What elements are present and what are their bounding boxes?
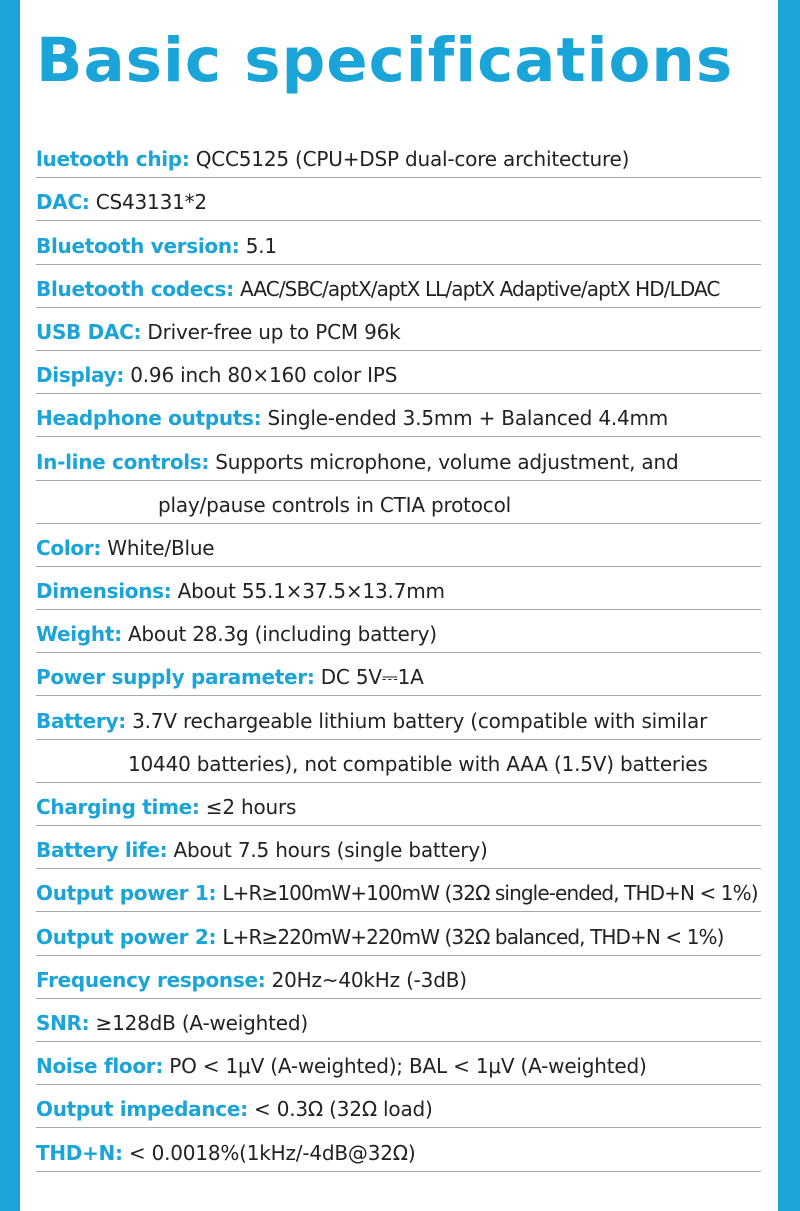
spec-row-dimensions (36, 567, 761, 610)
spec-label: Color: (36, 535, 102, 560)
spec-row-inline-controls-continued (36, 481, 761, 524)
spec-label: THD+N: (36, 1140, 123, 1165)
spec-value: 20Hz~40kHz (-3dB) (271, 967, 467, 992)
spec-row-output-power-1 (36, 869, 761, 912)
spec-label: DAC: (36, 190, 90, 215)
spec-value: QCC5125 (CPU+DSP dual-core architecture) (195, 147, 630, 172)
spec-value: ≥128dB (A-weighted) (95, 1010, 308, 1035)
spec-value-continuation: 10440 batteries), not compatible with AAA (1.5V) batteries (128, 751, 708, 776)
spec-row-color (36, 524, 761, 567)
spec-row-usb-dac (36, 308, 761, 351)
spec-value: PO < 1μV (A-weighted); BAL < 1μV (A-weighted) (169, 1054, 647, 1079)
spec-value: L+R≥220mW+220mW (32Ω balanced, THD+N < 1%) (222, 924, 724, 949)
spec-value: L+R≥100mW+100mW (32Ω single-ended, THD+N < 1%) (222, 881, 758, 906)
spec-value: 3.7V rechargeable lithium battery (compatible with similar (132, 708, 708, 733)
spec-row-bluetooth-codecs (36, 265, 761, 308)
spec-value: White/Blue (107, 535, 215, 560)
spec-label: Battery life: (36, 838, 168, 863)
spec-value: ≤2 hours (205, 795, 297, 819)
spec-label: Output power 1: (36, 881, 217, 906)
spec-label: Bluetooth codecs: (36, 276, 234, 301)
spec-value: About 7.5 hours (single battery) (173, 838, 488, 863)
spec-value: < 0.3Ω (32Ω load) (254, 1097, 433, 1122)
spec-value: < 0.0018%(1kHz/-4dB@32Ω) (128, 1140, 416, 1165)
spec-row-inline-controls (36, 437, 761, 480)
spec-value: AAC/SBC/aptX/aptX LL/aptX Adaptive/aptX HD/LDAC (240, 276, 720, 301)
spec-row-frequency-response (36, 956, 761, 999)
spec-row-headphone-outputs (36, 394, 761, 437)
spec-label: Output power 2: (36, 924, 217, 949)
spec-row-snr (36, 999, 761, 1042)
spec-label: Display: (36, 363, 125, 388)
spec-row-noise-floor (36, 1042, 761, 1085)
spec-value: 5.1 (245, 233, 277, 258)
spec-label: SNR: (36, 1010, 90, 1035)
spec-label: USB DAC: (36, 319, 142, 344)
left-accent-bar (0, 0, 20, 1211)
spec-label: Headphone outputs: (36, 406, 262, 431)
spec-label: Noise floor: (36, 1054, 164, 1079)
spec-row-battery-life (36, 826, 761, 869)
spec-row-bluetooth-version (36, 221, 761, 264)
spec-value: Driver-free up to PCM 96k (147, 319, 401, 344)
spec-value: CS43131*2 (95, 190, 207, 215)
spec-value: About 28.3g (including battery) (127, 622, 437, 647)
spec-row-charging-time (36, 783, 761, 826)
right-accent-bar (778, 0, 800, 1211)
spec-list (36, 135, 761, 1172)
spec-row-battery (36, 696, 761, 739)
spec-value: Supports microphone, volume adjustment, and (215, 449, 679, 474)
spec-row-output-power-2 (36, 912, 761, 955)
spec-label: Dimensions: (36, 579, 172, 604)
spec-label: luetooth chip: (36, 147, 190, 172)
spec-label: Power supply parameter: (36, 665, 315, 690)
spec-row-bluetooth-chip (36, 135, 761, 178)
spec-row-display (36, 351, 761, 394)
page-title: Basic specifications (36, 25, 734, 96)
spec-label: Battery: (36, 708, 126, 733)
spec-value: DC 5V⎓1A (320, 665, 424, 690)
spec-value: 0.96 inch 80×160 color IPS (130, 363, 398, 388)
spec-value: Single-ended 3.5mm + Balanced 4.4mm (267, 406, 669, 431)
spec-label: Bluetooth version: (36, 233, 240, 258)
spec-label: Weight: (36, 622, 122, 647)
spec-label: Output impedance: (36, 1097, 248, 1122)
spec-row-dac (36, 178, 761, 221)
spec-label: Frequency response: (36, 967, 266, 992)
spec-label: Charging time: (36, 795, 200, 819)
spec-row-battery-continued (36, 740, 761, 783)
spec-value: About 55.1×37.5×13.7mm (177, 579, 445, 604)
spec-label: In-line controls: (36, 449, 210, 474)
spec-row-weight (36, 610, 761, 653)
spec-row-output-impedance (36, 1085, 761, 1128)
spec-row-power-supply (36, 653, 761, 696)
spec-row-thd-n (36, 1128, 761, 1171)
spec-value-continuation: play/pause controls in CTIA protocol (158, 492, 511, 517)
